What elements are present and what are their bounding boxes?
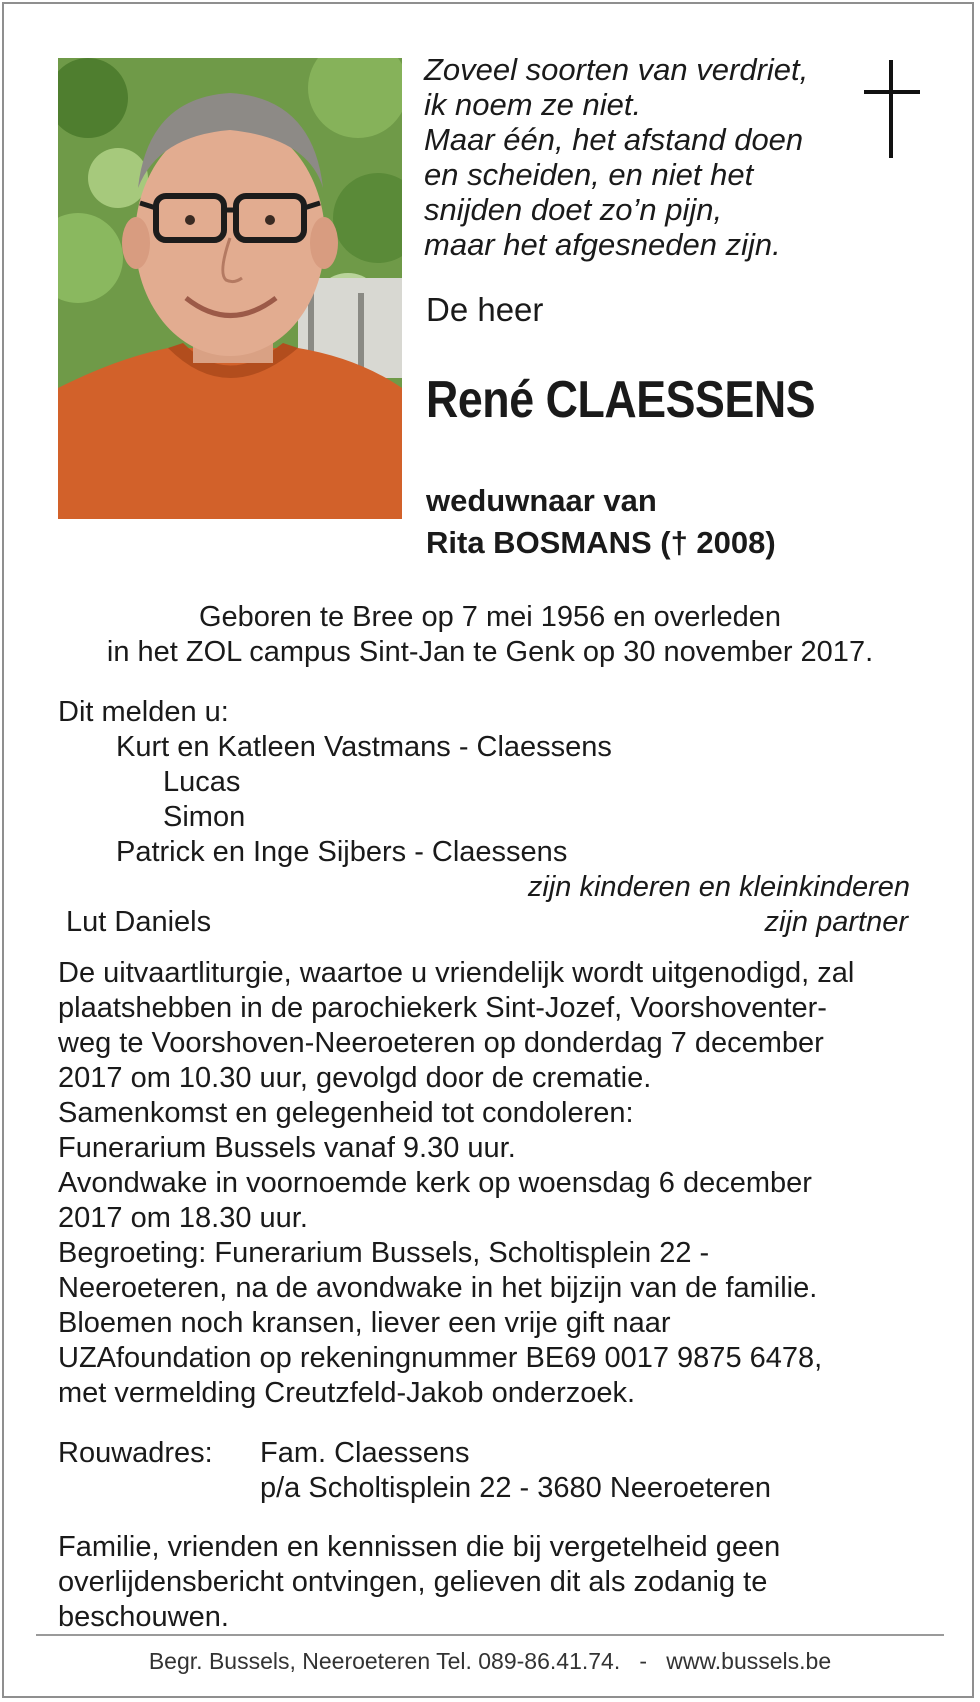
- ceremony-line: plaatshebben in de parochiekerk Sint-Jozef, Voorshoventer-: [58, 992, 827, 1024]
- partner-name: Lut Daniels: [66, 906, 212, 938]
- birth-death-info: [0, 600, 980, 670]
- poem-line: ik noem ze niet.: [424, 87, 642, 122]
- family-member: Lucas: [163, 766, 241, 798]
- ceremony-line: met vermelding Creutzfeld-Jakob onderzoek.: [58, 1377, 636, 1409]
- portrait-photo: [58, 58, 402, 519]
- footer-divider: [36, 1634, 944, 1636]
- ceremony-line: De uitvaartliturgie, waartoe u vriendelijk wordt uitgenodigd, zal: [58, 957, 855, 989]
- family-member: Patrick en Inge Sijbers - Claessens: [116, 836, 568, 868]
- poem-line: Zoveel soorten van verdriet,: [424, 52, 809, 87]
- family-member: Kurt en Katleen Vastmans - Claessens: [116, 731, 612, 763]
- widower-label: weduwnaar van: [426, 483, 657, 518]
- family-member: Simon: [163, 801, 246, 833]
- address-line: p/a Scholtisplein 22 - 3680 Neeroeteren: [260, 1472, 772, 1504]
- closing-note: [58, 1530, 938, 1635]
- poem-line: maar het afgesneden zijn.: [424, 227, 781, 262]
- portrait-illustration: [58, 58, 402, 519]
- deceased-name: René CLAESSENS: [426, 371, 816, 429]
- poem-line: snijden doet zo’n pijn,: [424, 192, 723, 227]
- death-line: in het ZOL campus Sint-Jan te Genk op 30 november 2017.: [106, 636, 874, 668]
- relation-partner: zijn partner: [764, 906, 908, 938]
- ceremony-line: Samenkomst en gelegenheid tot condoleren:: [58, 1097, 634, 1129]
- poem-line: en scheiden, en niet het: [424, 157, 754, 192]
- closing-line: overlijdensbericht ontvingen, gelieven dit als zodanig te: [58, 1566, 768, 1598]
- cross-icon: [864, 60, 920, 160]
- ceremony-line: Avondwake in voornoemde kerk op woensdag 6 december: [58, 1167, 812, 1199]
- birth-line: Geboren te Bree op 7 mei 1956 en overleden: [198, 601, 781, 633]
- ceremony-line: Bloemen noch kransen, liever een vrije gift naar: [58, 1307, 671, 1339]
- ceremony-line: 2017 om 10.30 uur, gevolgd door de crematie.: [58, 1062, 652, 1094]
- family-intro: Dit melden u:: [58, 696, 229, 728]
- footer-contact: Begr. Bussels, Neeroeteren Tel. 089-86.41.74. - www.bussels.be: [148, 1648, 832, 1674]
- honorific: De heer: [426, 291, 544, 328]
- spouse-name: Rita BOSMANS († 2008): [426, 525, 776, 560]
- address-line: Fam. Claessens: [260, 1437, 470, 1469]
- ceremony-line: 2017 om 18.30 uur.: [58, 1202, 308, 1234]
- address-label: Rouwadres:: [58, 1437, 213, 1469]
- relation-children: zijn kinderen en kleinkinderen: [527, 871, 910, 903]
- poem: [424, 52, 844, 262]
- ceremony-line: Begroeting: Funerarium Bussels, Scholtisplein 22 -: [58, 1237, 710, 1269]
- ceremony-line: Funerarium Bussels vanaf 9.30 uur.: [58, 1132, 516, 1164]
- ceremony-details: [58, 956, 938, 1411]
- ceremony-line: weg te Voorshoven-Neeroeteren op donderdag 7 december: [58, 1027, 824, 1059]
- closing-line: Familie, vrienden en kennissen die bij vergetelheid geen: [58, 1531, 781, 1563]
- widower-of: [426, 480, 776, 564]
- closing-line: beschouwen.: [58, 1601, 229, 1633]
- ceremony-line: UZAfoundation op rekeningnummer BE69 0017 9875 6478,: [58, 1342, 823, 1374]
- poem-line: Maar één, het afstand doen: [424, 122, 804, 157]
- ceremony-line: Neeroeteren, na de avondwake in het bijzijn van de familie.: [58, 1272, 818, 1304]
